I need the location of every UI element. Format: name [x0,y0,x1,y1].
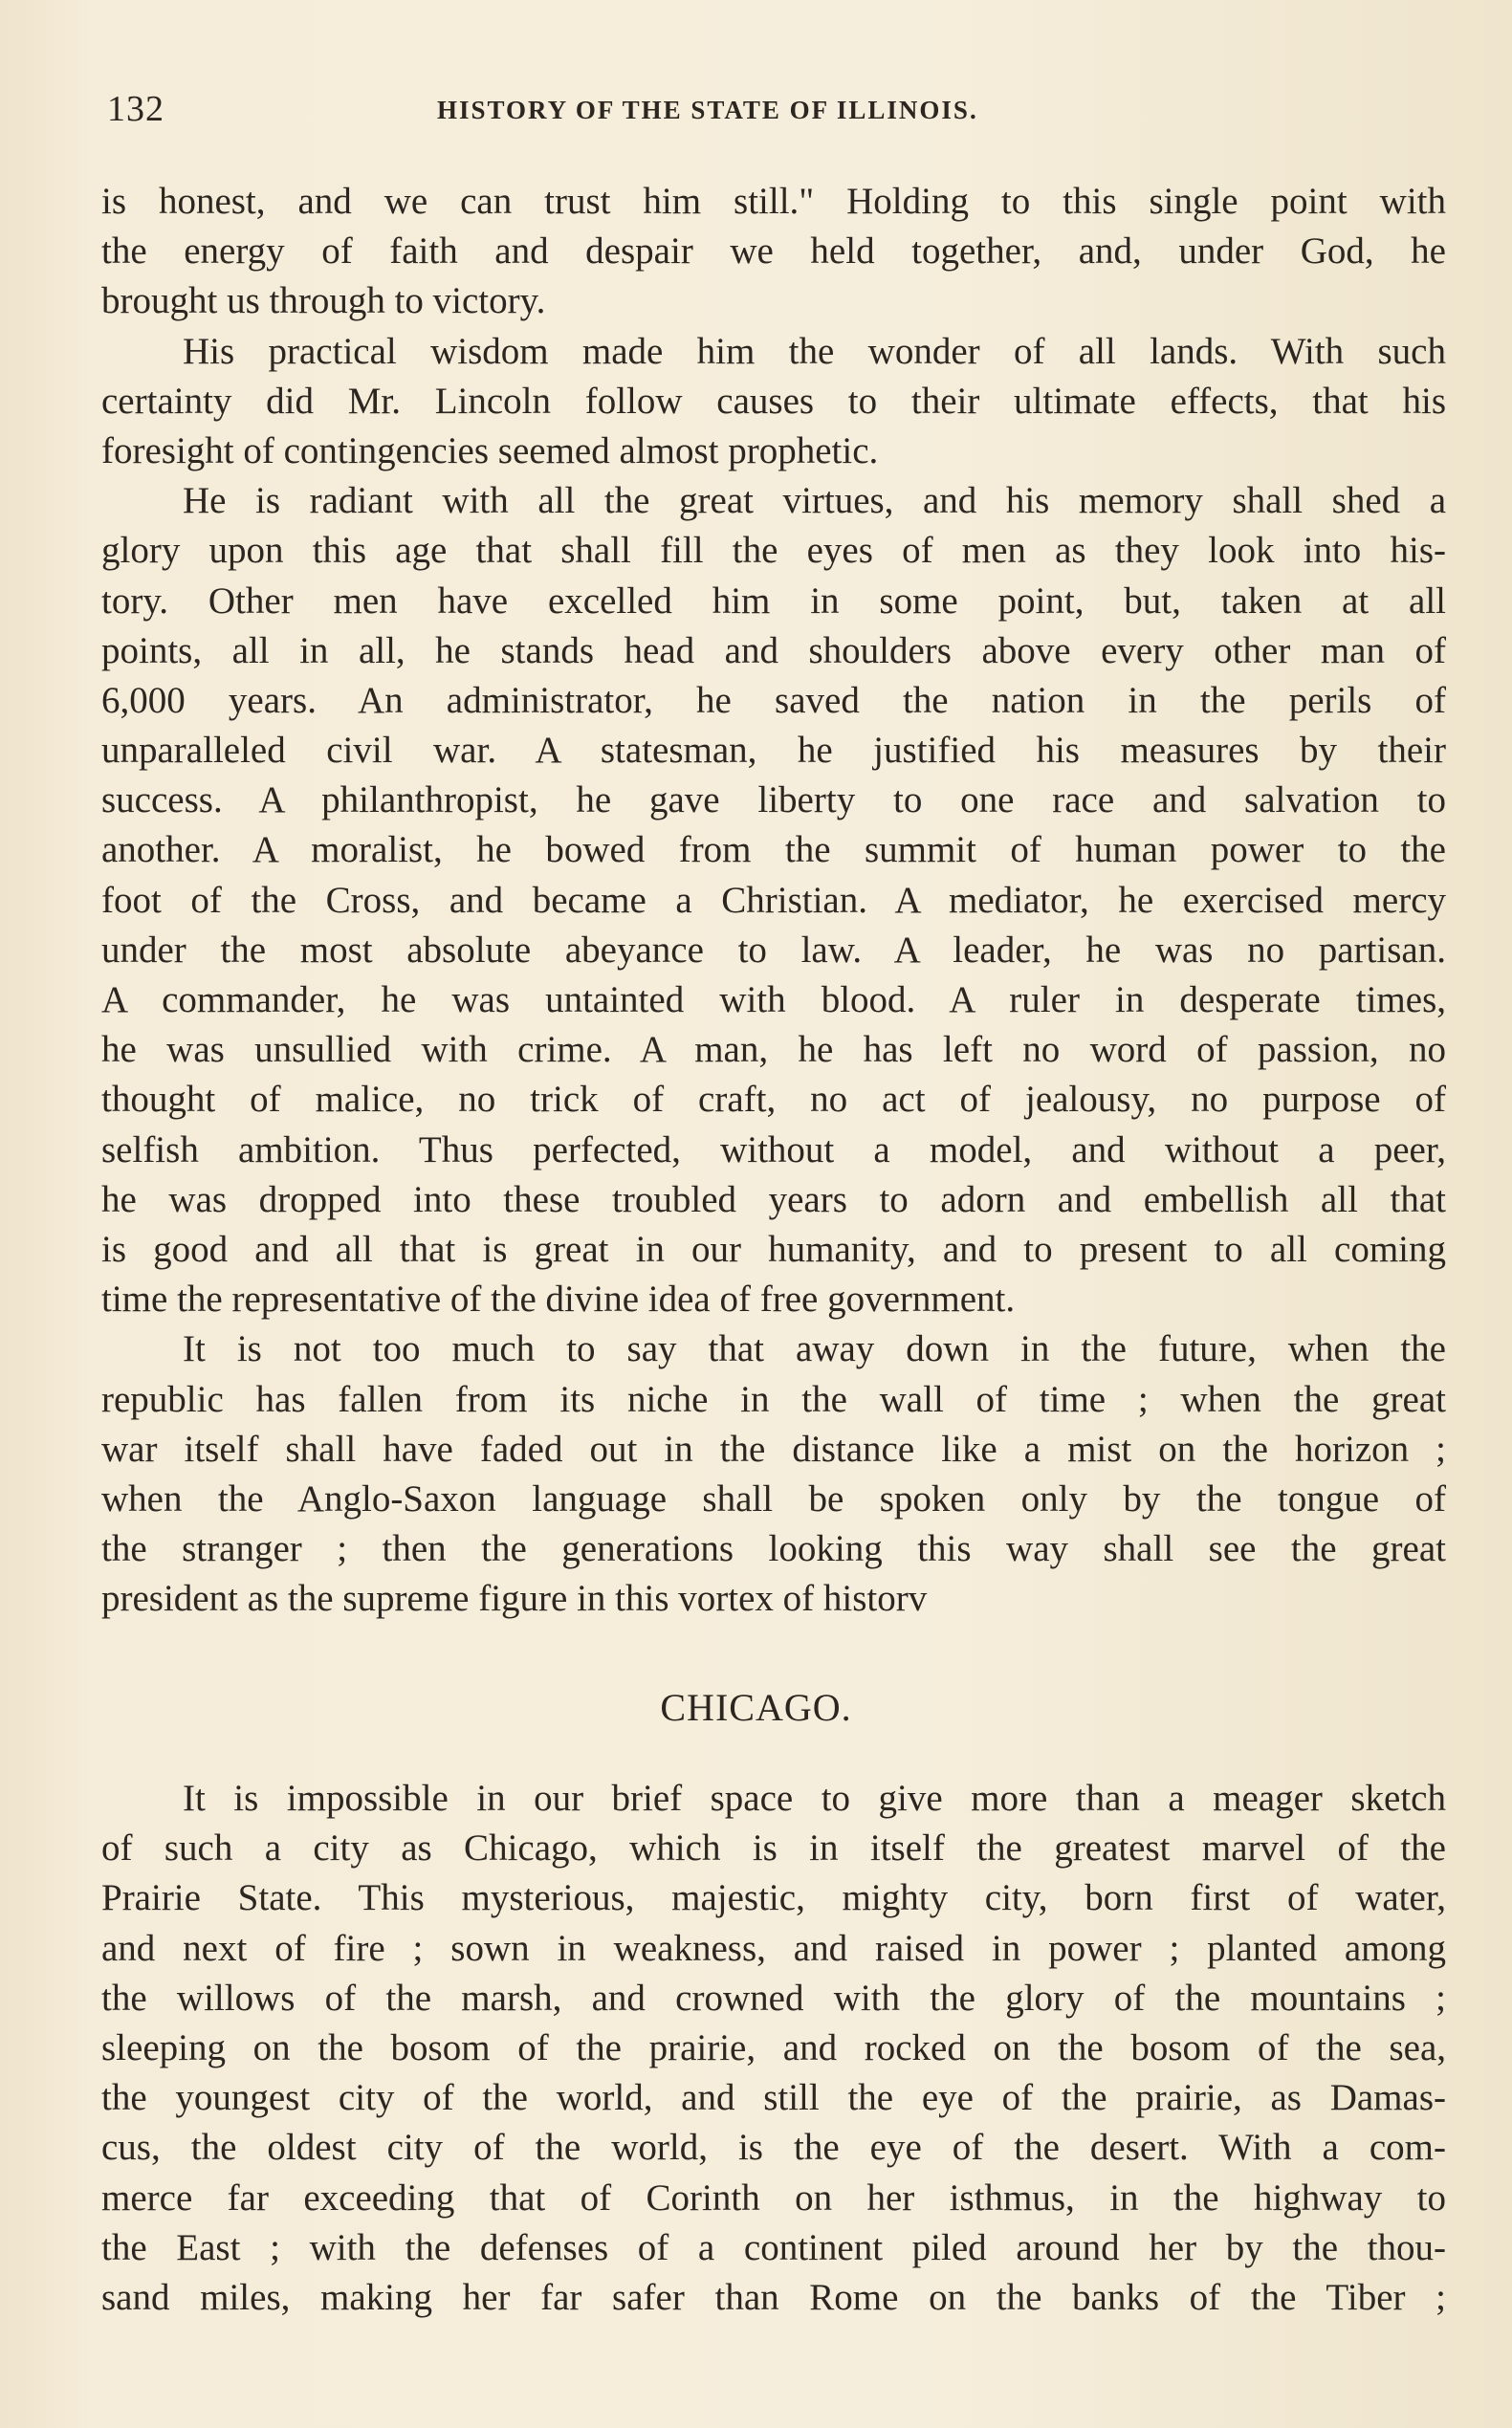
text-line: unparalleled civil war. A statesman, he justified his measures by their [101,730,1446,772]
text-line: foot of the Cross, and became a Christian. A mediator, he exercised mercy [101,879,1446,921]
running-title: HISTORY OF THE STATE OF ILLINOIS. [437,96,978,124]
text-line: when the Anglo-Saxon language shall be spoken only by the tongue of [101,1477,1446,1520]
text-line: It is impossible in our brief space to give more than a meager sketch [183,1778,1446,1819]
text-line: under the most absolute abeyance to law. A leader, he was no partisan. [101,929,1446,971]
text-line: brought us through to victory. [101,280,546,322]
text-line: president as the supreme figure in this vortex of historv [101,1578,928,1620]
text-line: Prairie State. This mysterious, majestic, mighty city, born first of water, [101,1877,1446,1919]
text-line: of such a city as Chicago, which is in itself the greatest marvel of the [101,1827,1446,1870]
text-line: the stranger ; then the generations looking this way shall see the great [101,1528,1446,1570]
text-line: points, all in all, he stands head and shoulders above every other man of [101,629,1446,671]
text-line: he was unsullied with crime. A man, he has left no word of passion, no [101,1029,1446,1071]
text-line: the youngest city of the world, and still the eye of the prairie, as Damas- [101,2077,1446,2119]
text-line: war itself shall have faded out in the distance like a mist on the horizon ; [101,1428,1446,1470]
text-line: the energy of faith and despair we held together, and, under God, he [101,230,1446,273]
text-line: sand miles, making her far safer than Rome on the banks of the Tiber ; [101,2276,1446,2318]
text-line: time the representative of the divine idea of free government. [101,1279,1016,1321]
text-line: another. A moralist, he bowed from the summit of human power to the [101,829,1446,871]
text-line: It is not too much to say that away down in the future, when the [183,1328,1446,1370]
text-line: certainty did Mr. Lincoln follow causes to their ultimate effects, that his [101,380,1446,422]
text-line: glory upon this age that shall fill the eyes of men as they look into his- [101,530,1446,572]
text-line: cus, the oldest city of the world, is the eye of the desert. With a com- [101,2127,1446,2169]
chicago-section [101,1774,1446,2323]
text-line: success. A philanthropist, he gave liberty to one race and salvation to [101,779,1446,821]
text-line: A commander, he was untainted with blood. A ruler in desperate times, [101,979,1446,1020]
text-line: is good and all that is great in our humanity, and to present to all coming [101,1228,1446,1270]
section-heading: CHICAGO. [660,1686,852,1729]
text-line: selfish ambition. Thus perfected, without a model, and without a peer, [101,1128,1446,1170]
text-line: the East ; with the defenses of a continent piled around her by the thou- [101,2226,1446,2268]
text-line: he was dropped into these troubled years to adorn and embellish all that [101,1178,1446,1220]
lincoln-section [101,177,1446,1624]
text-line: foresight of contingencies seemed almost prophetic. [101,429,879,471]
running-head [107,88,1446,136]
text-line: is honest, and we can trust him still." Holding to this single point with [101,181,1446,222]
text-line: the willows of the marsh, and crowned with the glory of the mountains ; [101,1977,1446,2019]
text-line: His practical wisdom made him the wonder of all lands. With such [183,330,1446,372]
text-line: He is radiant with all the great virtues, and his memory shall shed a [183,480,1446,522]
text-line: and next of fire ; sown in weakness, and raised in power ; planted among [101,1927,1446,1969]
text-line: republic has fallen from its niche in the wall of time ; when the great [101,1378,1446,1420]
page-number: 132 [107,89,164,129]
text-line: 6,000 years. An administrator, he saved the nation in the perils of [101,679,1446,721]
text-line: sleeping on the bosom of the prairie, and rocked on the bosom of the sea, [101,2026,1446,2068]
text-line: tory. Other men have excelled him in some point, but, taken at all [101,580,1446,622]
text-line: thought of malice, no trick of craft, no act of jealousy, no purpose of [101,1079,1446,1121]
text-line: merce far exceeding that of Corinth on her isthmus, in the highway to [101,2176,1446,2219]
